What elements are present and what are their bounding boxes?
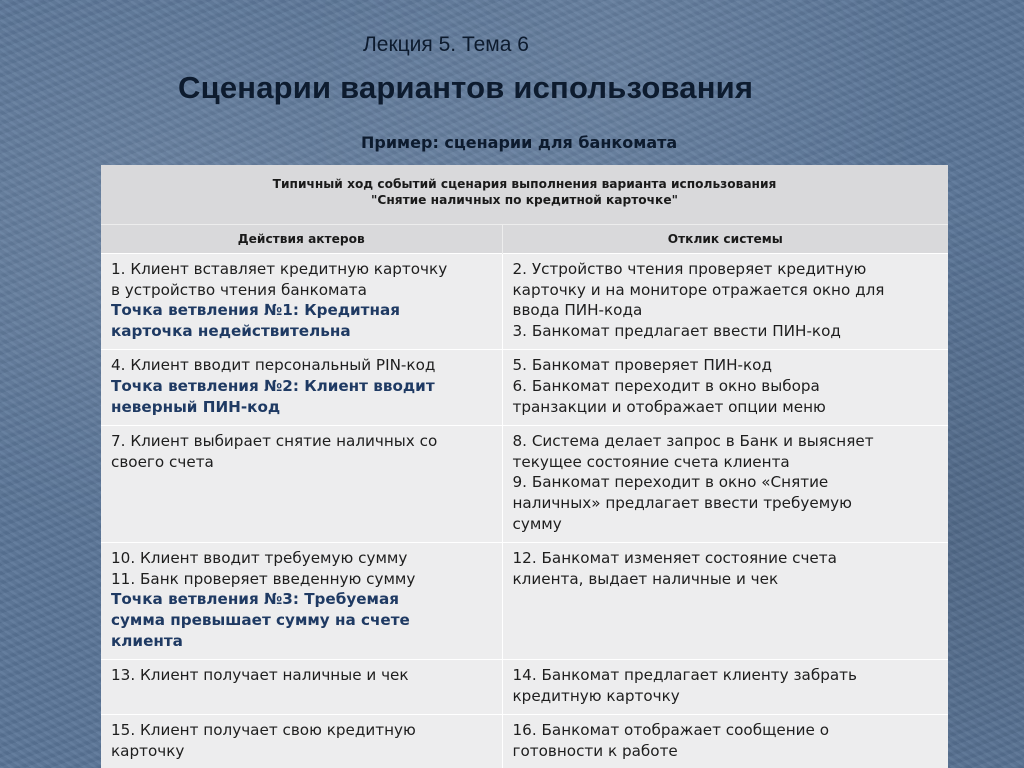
system-response-text: готовности к работе (512, 741, 678, 760)
table-row (101, 426, 948, 543)
system-response-cell (502, 254, 948, 350)
actor-action-cell (101, 660, 502, 715)
actor-action-text: 7. Клиент выбирает снятие наличных со (111, 432, 438, 451)
slide-subtitle: Пример: сценарии для банкомата (361, 133, 678, 152)
actor-action-cell (101, 715, 502, 768)
system-response-cell (502, 426, 948, 543)
system-response-text: 16. Банкомат отображает сообщение о (512, 721, 830, 740)
system-response-text: 14. Банкомат предлагает клиенту забрать (512, 666, 857, 685)
column-header-actors: Действия актеров (101, 225, 502, 254)
system-response-text: 2. Устройство чтения проверяет кредитную (512, 260, 867, 278)
table-body (101, 254, 948, 768)
scenario-table (101, 165, 948, 768)
table-row (101, 660, 948, 715)
system-response-cell (502, 350, 948, 426)
system-response-text: текущее состояние счета клиента (512, 452, 790, 471)
system-response-text: 3. Банкомат предлагает ввести ПИН-код (512, 321, 841, 340)
table-header-row (101, 225, 948, 254)
system-response-text: карточку и на мониторе отражается окно для (512, 280, 885, 299)
actor-action-text: 10. Клиент вводит требуемую сумму (111, 549, 408, 568)
actor-action-text: 13. Клиент получает наличные и чек (111, 666, 409, 685)
actor-action-text: в устройство чтения банкомата (111, 280, 367, 299)
actor-action-text: 11. Банк проверяет введенную сумму (111, 569, 416, 588)
actor-action-text: своего счета (111, 452, 214, 471)
system-response-text: 8. Система делает запрос в Банк и выясняет (512, 432, 874, 451)
table-caption-line: "Снятие наличных по кредитной карточке" (371, 193, 678, 207)
system-response-text: 6. Банкомат переходит в окно выбора (512, 376, 820, 395)
system-response-text: клиента, выдает наличные и чек (512, 569, 779, 588)
column-header-system: Отклик системы (502, 225, 948, 254)
table-row (101, 254, 948, 350)
branch-point-text: клиента (111, 631, 183, 650)
system-response-cell (502, 543, 948, 660)
actor-action-cell (101, 350, 502, 426)
system-response-text: 9. Банкомат переходит в окно «Снятие (512, 473, 829, 492)
table-row (101, 350, 948, 426)
system-response-text: 12. Банкомат изменяет состояние счета (512, 549, 837, 568)
table-caption-line: Типичный ход событий сценария выполнения варианта использования (272, 177, 777, 191)
table-caption-row (101, 165, 948, 225)
actor-action-text: 15. Клиент получает свою кредитную (111, 721, 416, 740)
branch-point-text: неверный ПИН-код (111, 397, 281, 416)
actor-action-cell (101, 254, 502, 350)
table-row (101, 715, 948, 768)
actor-action-text: карточку (111, 741, 185, 760)
table-row (101, 543, 948, 660)
lecture-label: Лекция 5. Тема 6 (363, 33, 529, 56)
actor-action-text: 4. Клиент вводит персональный PIN-код (111, 356, 436, 375)
system-response-text: сумму (512, 514, 562, 533)
system-response-text: кредитную карточку (512, 686, 680, 705)
system-response-cell (502, 660, 948, 715)
table-caption (101, 165, 948, 225)
actor-action-text: 1. Клиент вставляет кредитную карточку (111, 260, 448, 278)
branch-point-text: Точка ветвления №3: Требуемая (111, 590, 399, 609)
system-response-text: ввода ПИН-кода (512, 301, 643, 320)
system-response-text: 5. Банкомат проверяет ПИН-код (512, 356, 772, 375)
actor-action-cell (101, 543, 502, 660)
system-response-text: транзакции и отображает опции меню (512, 397, 826, 416)
system-response-text: наличных» предлагает ввести требуемую (512, 493, 852, 512)
actor-action-cell (101, 426, 502, 543)
branch-point-text: Точка ветвления №1: Кредитная (111, 301, 400, 320)
branch-point-text: Точка ветвления №2: Клиент вводит (111, 376, 435, 395)
branch-point-text: карточка недействительна (111, 321, 351, 340)
system-response-cell (502, 715, 948, 768)
branch-point-text: сумма превышает сумму на счете (111, 610, 410, 629)
slide-title: Сценарии вариантов использования (178, 70, 754, 105)
